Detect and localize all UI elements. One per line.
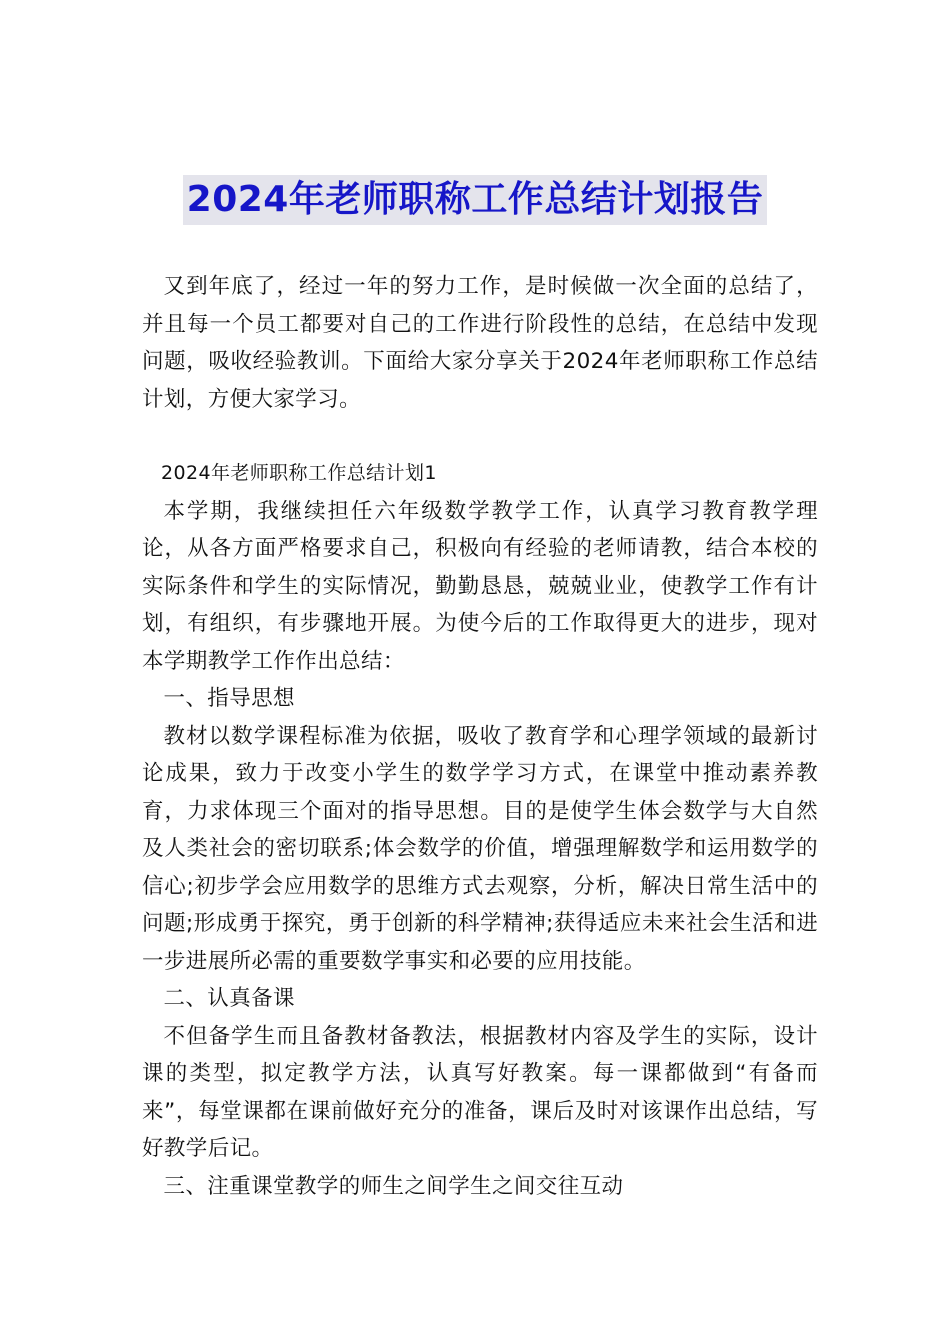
- paragraph-lesson-preparation: 不但备学生而且备教材备教法，根据教材内容及学生的实际，设计课的类型，拟定教学方法，认真写好教案。每一课都做到“有备而来”，每堂课都在课前做好充分的准备，课后及时对该课作出总结，写好教学后记。: [142, 1023, 818, 1161]
- opening-paragraph: 本学期，我继续担任六年级数学教学工作，认真学习教育教学理论，从各方面严格要求自己，积极向有经验的老师请教，结合本校的实际条件和学生的实际情况，勤勤恳恳，兢兢业业，使教学工作有计划，有组织，有步骤地开展。为使今后的工作取得更大的进步，现对本学期教学工作作出总结：: [142, 498, 818, 674]
- section-title: 2024年老师职称工作总结计划1: [161, 462, 437, 484]
- heading-guiding-thought: 一、指导思想: [163, 686, 295, 711]
- document-body: [142, 268, 818, 1205]
- document-title-text: 2024年老师职称工作总结计划报告: [183, 175, 768, 225]
- document-title: [0, 175, 950, 225]
- intro-paragraph: 又到年底了，经过一年的努力工作，是时候做一次全面的总结了，并且每一个员工都要对自己的工作进行阶段性的总结，在总结中发现问题，吸收经验教训。下面给大家分享关于2024年老师职称工作总结计划，方便大家学习。: [142, 274, 818, 412]
- heading-lesson-preparation: 二、认真备课: [163, 986, 295, 1011]
- paragraph-guiding-thought: 教材以数学课程标准为依据，吸收了教育学和心理学领域的最新讨论成果，致力于改变小学生的数学学习方式，在课堂中推动素养教育，力求体现三个面对的指导思想。目的是使学生体会数学与大自然及人类社会的密切联系;体会数学的价值，增强理解数学和运用数学的信心;初步学会应用数学的思维方式去观察，分析，解决日常生活中的问题;形成勇于探究，勇于创新的科学精神;获得适应未来社会生活和进一步进展所必需的重要数学事实和必要的应用技能。: [142, 723, 818, 974]
- heading-classroom-interaction: 三、注重课堂教学的师生之间学生之间交往互动: [163, 1173, 624, 1199]
